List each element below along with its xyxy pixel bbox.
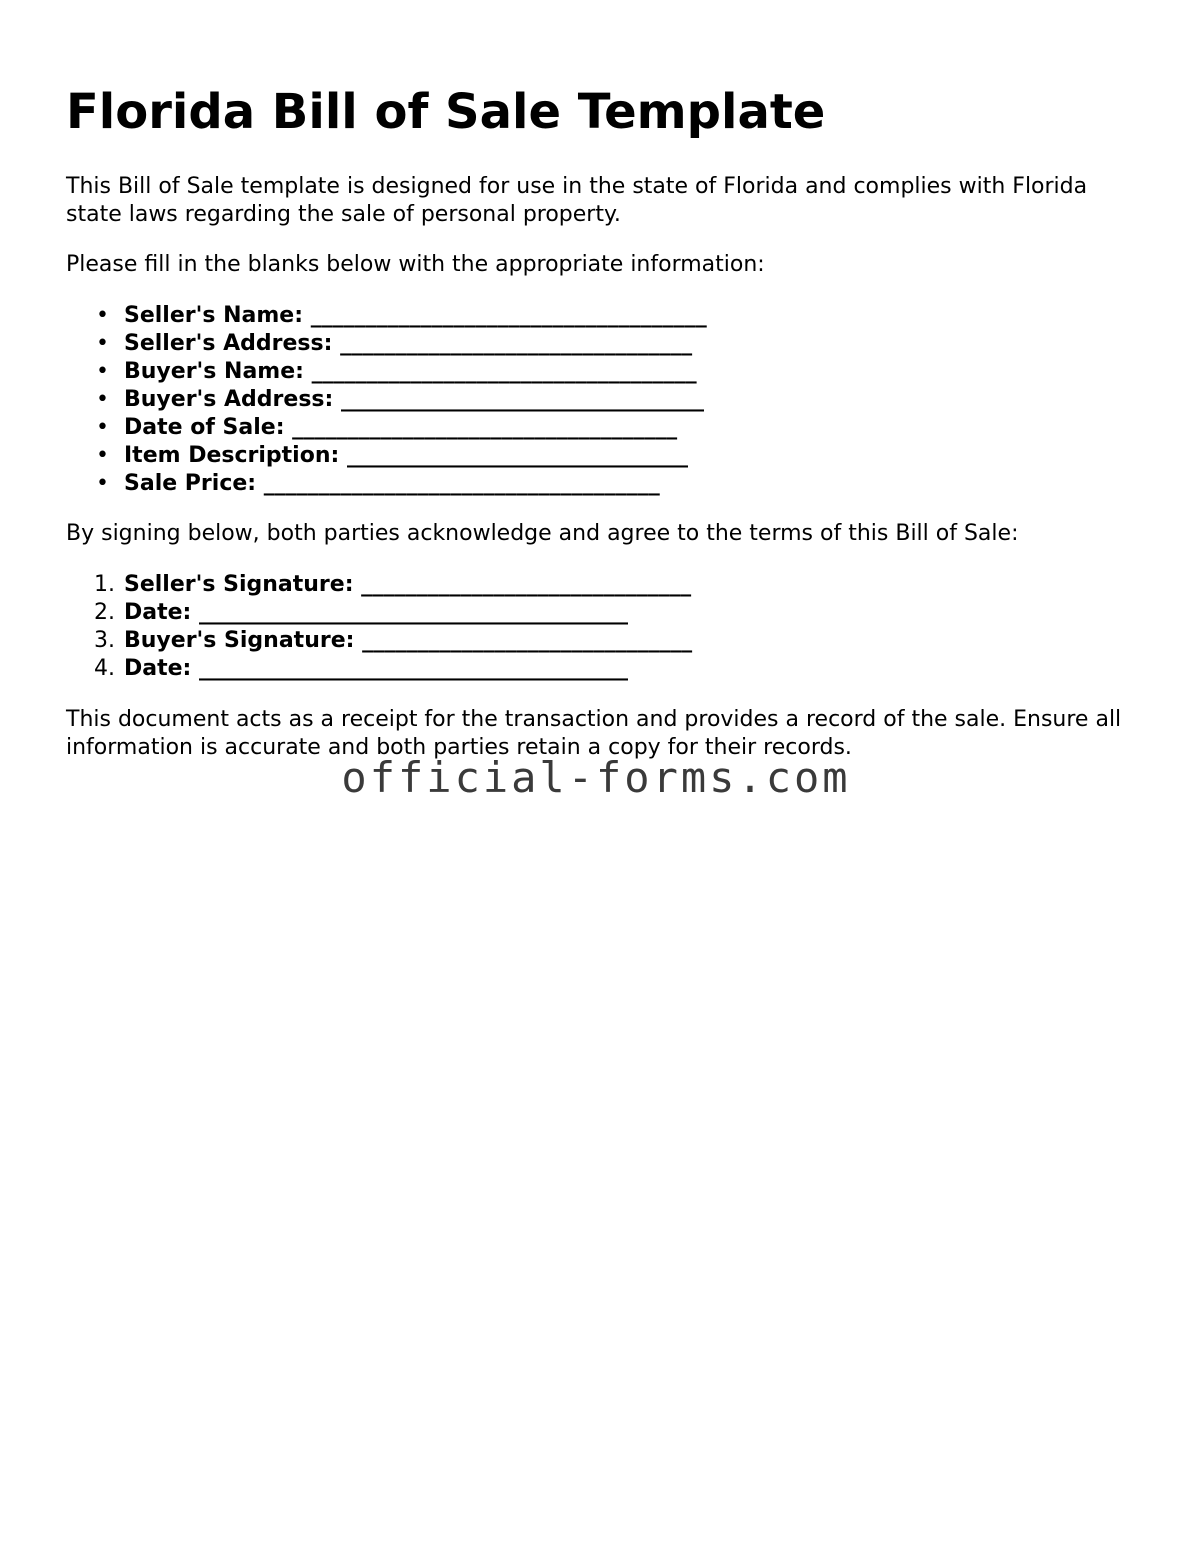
field-item-buyers-name bbox=[96, 358, 707, 386]
field-blank[interactable]: _________________________________ bbox=[340, 387, 704, 412]
signature-blank[interactable]: _______________________________________ bbox=[199, 600, 629, 625]
signature-item-seller bbox=[94, 571, 692, 599]
field-label: Item Description: bbox=[124, 443, 340, 468]
field-label: Buyer's Name: bbox=[124, 359, 304, 384]
instructions-paragraph: Please fill in the blanks below with the appropriate information: bbox=[66, 252, 765, 277]
document-title: Florida Bill of Sale Template bbox=[66, 84, 826, 140]
field-blank[interactable]: ___________________________________ bbox=[292, 415, 678, 440]
intro-paragraph: This Bill of Sale template is designed for use in the state of Florida and complies with Florida state laws regarding the sale of personal property. bbox=[66, 174, 1088, 227]
field-label: Buyer's Address: bbox=[124, 387, 334, 412]
field-item-date-of-sale bbox=[96, 414, 707, 442]
bullet-icon: • bbox=[96, 387, 109, 412]
list-number: 4. bbox=[94, 656, 115, 681]
signature-blank[interactable]: _______________________________________ bbox=[199, 656, 629, 681]
bullet-icon: • bbox=[96, 443, 109, 468]
bullet-icon: • bbox=[96, 303, 109, 328]
field-item-sale-price bbox=[96, 470, 707, 498]
closing-paragraph: This document acts as a receipt for the transaction and provides a record of the sale. Ensure all information is accurate and both parties retain a copy for their records. bbox=[66, 707, 1122, 760]
field-blank[interactable]: ____________________________________ bbox=[263, 471, 660, 496]
watermark: official-forms.com bbox=[341, 753, 851, 802]
field-label: Seller's Address: bbox=[124, 331, 333, 356]
field-blank[interactable]: ___________________________________ bbox=[311, 359, 697, 384]
field-label: Date of Sale: bbox=[124, 415, 285, 440]
field-item-sellers-address bbox=[96, 330, 707, 358]
bullet-icon: • bbox=[96, 471, 109, 496]
signature-label: Date: bbox=[124, 600, 192, 625]
signature-item-buyer bbox=[94, 627, 693, 655]
signature-blank[interactable]: ______________________________ bbox=[361, 572, 692, 597]
list-number: 3. bbox=[94, 628, 115, 653]
field-label: Seller's Name: bbox=[124, 303, 304, 328]
list-number: 2. bbox=[94, 600, 115, 625]
field-blank[interactable]: ________________________________ bbox=[340, 331, 693, 356]
signature-label: Date: bbox=[124, 656, 192, 681]
signature-blank[interactable]: ______________________________ bbox=[362, 628, 693, 653]
field-item-sellers-name bbox=[96, 302, 707, 330]
signature-item-buyer-date bbox=[94, 655, 692, 683]
field-blank[interactable]: ____________________________________ bbox=[310, 303, 707, 328]
list-number: 1. bbox=[94, 572, 115, 597]
bullet-icon: • bbox=[96, 359, 109, 384]
field-label: Sale Price: bbox=[124, 471, 257, 496]
bullet-icon: • bbox=[96, 331, 109, 356]
signature-label: Seller's Signature: bbox=[124, 572, 354, 597]
signature-item-seller-date bbox=[94, 599, 692, 627]
acknowledgement-paragraph: By signing below, both parties acknowledge and agree to the terms of this Bill of Sale: bbox=[66, 521, 1019, 546]
fill-in-fields-list bbox=[66, 302, 707, 498]
signature-list bbox=[66, 571, 692, 683]
bullet-icon: • bbox=[96, 415, 109, 440]
field-item-item-description bbox=[96, 442, 707, 470]
field-item-buyers-address bbox=[96, 386, 707, 414]
field-blank[interactable]: _______________________________ bbox=[346, 443, 688, 468]
signature-label: Buyer's Signature: bbox=[124, 628, 355, 653]
